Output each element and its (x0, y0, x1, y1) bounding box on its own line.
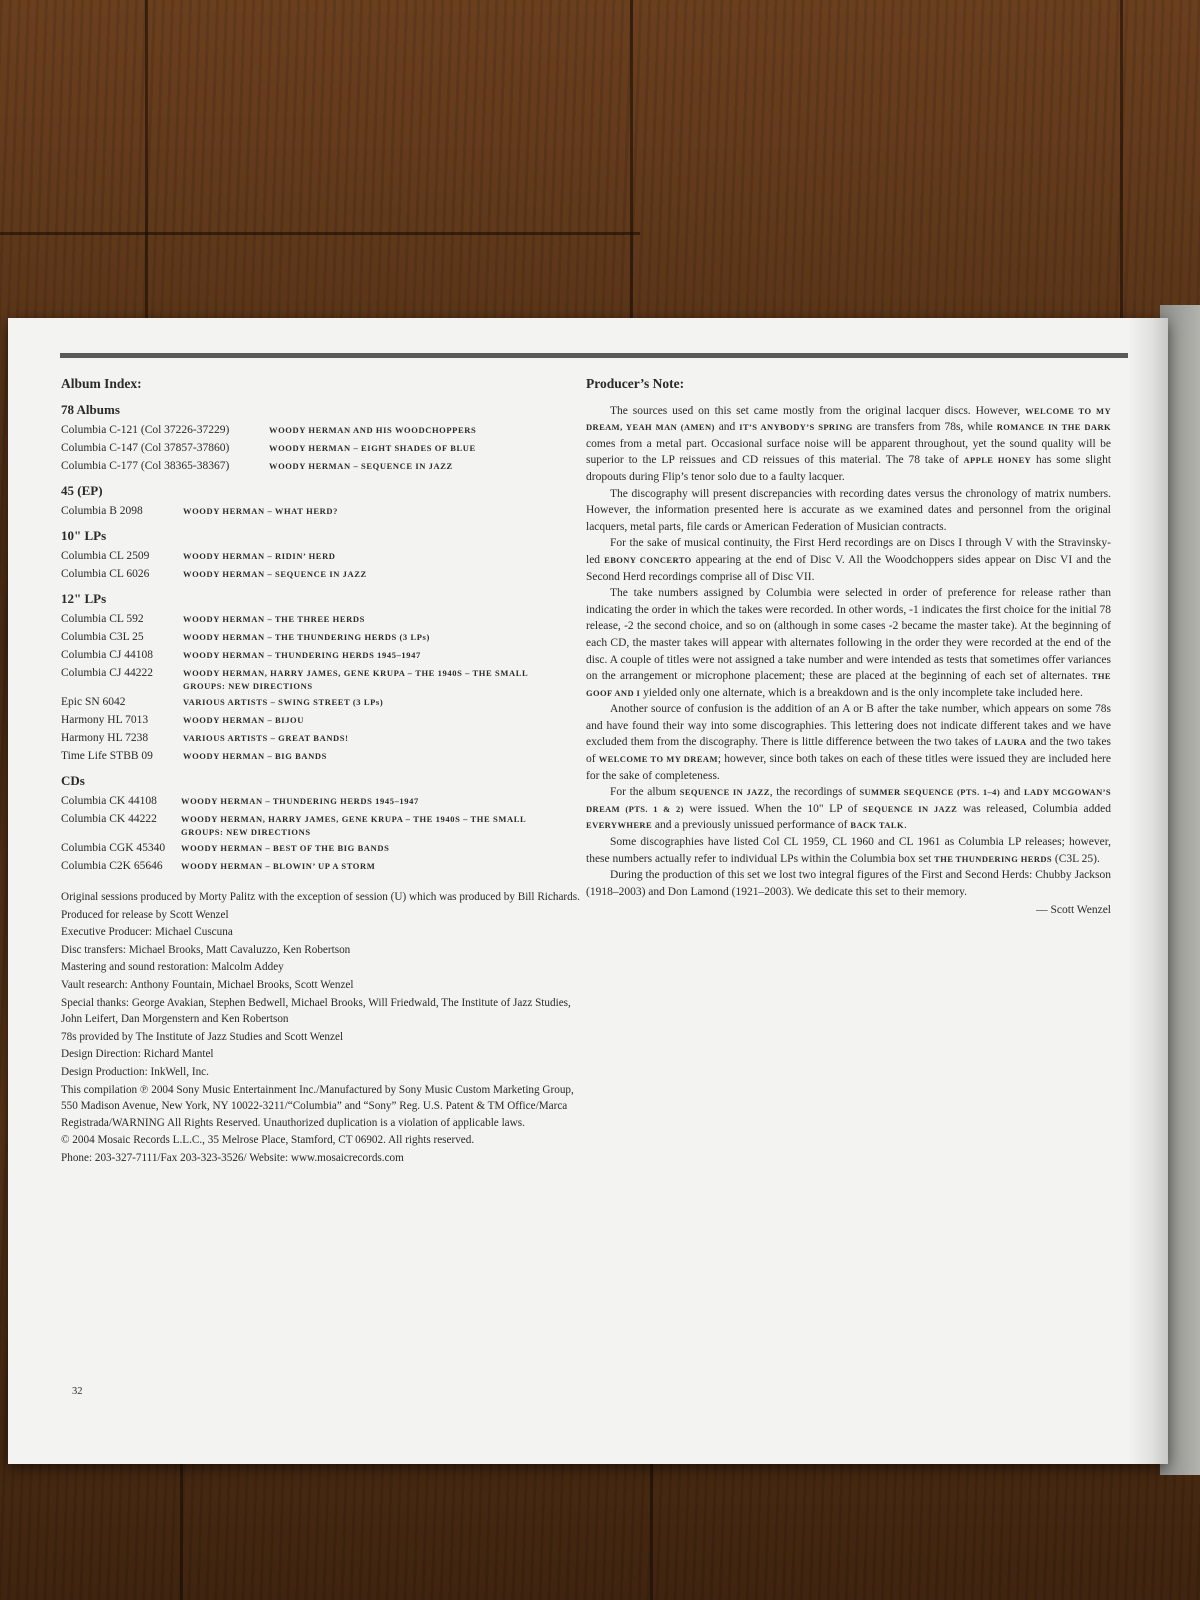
credit-line: Vault research: Anthony Fountain, Michael Brooks, Scott Wenzel (61, 978, 354, 991)
note-paragraph (586, 403, 1111, 486)
catalog-number: Columbia CL 2509 (61, 550, 150, 562)
album-entry (61, 502, 581, 520)
credits-block (61, 889, 581, 1167)
song-title: EVERYWHERE (586, 820, 653, 831)
note-paragraph (586, 486, 1111, 536)
song-title: EBONY CONCERTO (604, 554, 692, 565)
catalog-number: Columbia CL 592 (61, 613, 144, 625)
catalog-number: Columbia CGK 45340 (61, 842, 166, 854)
album-entry (61, 693, 581, 711)
note-text: The discography will present discrepancies with recording dates versus the chronology of matrix numbers. However, the information presented here is accurate as we examined dates and personnel from the original lacquers, metal parts, file cards or American Federation of Musician contracts. (586, 487, 1111, 533)
note-text: are transfers from 78s, while (852, 421, 997, 434)
note-text: was released, Columbia added (957, 802, 1111, 815)
note-text: During the production of this set we lost two integral figures of the First and Second Herds: Chubby Jackson (1918–2003) and Don Lamond (1921–2003). We dedicate this set to their memory. (586, 869, 1111, 898)
album-title: WOODY HERMAN – THE THREE HERDS (183, 614, 365, 624)
album-entry (61, 664, 581, 693)
catalog-number: Columbia C2K 65646 (61, 860, 163, 872)
album-title: WOODY HERMAN – SEQUENCE IN JAZZ (183, 569, 367, 579)
section-title: 78 Albums (61, 402, 120, 417)
album-entry (61, 810, 581, 839)
catalog-number: Columbia CK 44222 (61, 813, 157, 825)
note-paragraph (586, 585, 1111, 701)
note-text: The take numbers assigned by Columbia were selected in order of preference for release rather than indicating the order in which the takes were recorded. In other words, -1 indicates the first choice for the initial 78 release, -2 the second choice, and so on (although in some cases -2 became the master take). At the beginning of each CD, the master takes will appear with alternates following in the order they were recorded at the end of the disc. A couple of titles were not assigned a take number and were intended as tests that sometimes offer variances on the arrangement or microphone placement; these are placed at the beginning of each set of alternates. (586, 587, 1111, 683)
album-entry (61, 646, 581, 664)
catalog-number: Columbia C-121 (Col 37226-37229) (61, 424, 230, 436)
song-title: BACK TALK (850, 820, 904, 831)
album-index-heading: Album Index: (61, 376, 142, 391)
song-title: IT’S ANYBODY’S SPRING (739, 422, 853, 433)
credit-line: Original sessions produced by Morty Palitz with the exception of session (U) which was produced by Bill Richards. (61, 891, 580, 903)
album-title: WOODY HERMAN, HARRY JAMES, GENE KRUPA – THE 1940S – THE SMALL GROUPS: NEW DIRECTIONS (181, 814, 526, 837)
album-index-column (61, 376, 581, 1168)
catalog-number: Columbia C-147 (Col 37857-37860) (61, 442, 230, 454)
page-number: 32 (72, 1386, 83, 1397)
album-title: WOODY HERMAN – EIGHT SHADES OF BLUE (269, 443, 476, 453)
catalog-number: Time Life STBB 09 (61, 750, 153, 762)
album-entry (61, 839, 581, 857)
catalog-number: Columbia CJ 44108 (61, 649, 154, 661)
credit-line: Executive Producer: Michael Cuscuna (61, 926, 233, 939)
song-title: LAURA (994, 737, 1027, 748)
catalog-number: Epic SN 6042 (61, 696, 126, 708)
spine-shadow (1128, 318, 1168, 1464)
song-title: SEQUENCE IN JAZZ (679, 787, 770, 798)
note-text: appearing at the end of Disc V. All the Woodchoppers sides appear on Disc VI and the Second Herd recordings comprise all of Disc VII. (586, 553, 1111, 583)
note-text: Another source of confusion is the addition of an A or B after the take number, which appears on some 78s and have found their way into some discographies. This lettering does not indicate different takes and we have excluded them from the discography. There is little difference between the two takes of (586, 703, 1111, 749)
credit-line: Disc transfers: Michael Brooks, Matt Cavaluzzo, Ken Robertson (61, 943, 351, 956)
copyright-line: © 2004 Mosaic Records L.L.C., 35 Melrose Place, Stamford, CT 06902. All rights reserved. (61, 1134, 475, 1147)
album-title: WOODY HERMAN – BLOWIN’ UP A STORM (181, 861, 376, 871)
booklet-page (8, 318, 1168, 1464)
note-text: For the sake of musical continuity, the First Herd recordings are on Discs I through V with the Stravinsky-led (586, 537, 1111, 566)
note-text: has some slight dropouts during Flip’s tenor solo due to a faulty lacquer. (586, 454, 1112, 483)
catalog-number: Columbia B 2098 (61, 505, 143, 517)
album-title: WOODY HERMAN – THUNDERING HERDS 1945–1947 (183, 650, 421, 660)
album-title: WOODY HERMAN – THUNDERING HERDS 1945–1947 (181, 796, 419, 806)
note-paragraph (586, 784, 1111, 834)
note-paragraph (586, 867, 1111, 900)
section-title: 45 (EP) (61, 483, 103, 498)
section-title: CDs (61, 773, 85, 788)
album-entry (61, 792, 581, 810)
producers-note-column (586, 376, 1111, 919)
section-title: 10" LPs (61, 528, 107, 543)
album-title: WOODY HERMAN – THE THUNDERING HERDS (3 LPs) (183, 632, 430, 642)
song-title: LADY MCGOWAN’S DREAM (PTS. 1 & 2) (586, 787, 1111, 814)
contact-line: Phone: 203-327-7111/Fax 203-323-3526/ Website: www.mosaicrecords.com (61, 1151, 404, 1164)
catalog-number: Columbia CJ 44222 (61, 667, 154, 679)
plank-seam (145, 0, 148, 318)
album-title: WOODY HERMAN – BIG BANDS (183, 751, 327, 761)
album-entry (61, 628, 581, 646)
album-entry (61, 565, 581, 583)
album-title: VARIOUS ARTISTS – SWING STREET (3 LPs) (183, 697, 384, 707)
credit-line: Design Production: InkWell, Inc. (61, 1065, 209, 1078)
song-title: THE THUNDERING HERDS (934, 853, 1053, 864)
catalog-number: Columbia CK 44108 (61, 795, 157, 807)
catalog-number: Columbia C-177 (Col 38365-38367) (61, 460, 230, 472)
album-title: WOODY HERMAN – RIDIN’ HERD (183, 551, 336, 561)
plank-seam (1120, 0, 1123, 318)
album-entry (61, 439, 581, 457)
album-entry (61, 857, 581, 875)
plank-seam (0, 232, 640, 235)
note-text: were issued. When the 10" LP of (683, 802, 864, 815)
album-entry (61, 711, 581, 729)
album-entry (61, 610, 581, 628)
album-entry (61, 421, 581, 439)
album-title: WOODY HERMAN – BEST OF THE BIG BANDS (181, 843, 390, 853)
song-title: ROMANCE IN THE DARK (996, 422, 1111, 433)
credit-line: Mastering and sound restoration: Malcolm Addey (61, 961, 284, 974)
header-rule (60, 353, 1128, 358)
note-text: comes from a metal part. Occasional surface noise will be apparent throughout, yet the sound quality will be superior to the LP reissues and CD reissues of this material. The 78 take of (586, 437, 1111, 467)
song-title: THE GOOF AND I (586, 671, 1111, 698)
song-title: SEQUENCE IN JAZZ (863, 803, 958, 814)
catalog-number: Harmony HL 7013 (61, 714, 149, 726)
album-entry (61, 729, 581, 747)
album-title: WOODY HERMAN – WHAT HERD? (183, 506, 338, 516)
song-title: APPLE HONEY (963, 455, 1032, 466)
song-title: WELCOME TO MY DREAM, YEAH MAN (AMEN) (586, 405, 1111, 433)
signature: — Scott Wenzel (1036, 904, 1111, 917)
album-title: WOODY HERMAN AND HIS WOODCHOPPERS (269, 425, 477, 435)
album-title: WOODY HERMAN – BIJOU (183, 715, 305, 725)
album-entry (61, 747, 581, 765)
note-text: For the album (610, 786, 680, 799)
note-text: The sources used on this set came mostly from the original lacquer discs. However, (610, 404, 1026, 417)
note-text: yielded only one alternate, which is a breakdown and is the only incomplete take included here. (640, 686, 1083, 699)
note-text: and (714, 421, 740, 434)
section-title: 12" LPs (61, 591, 107, 606)
plank-seam (630, 0, 633, 318)
catalog-number: Harmony HL 7238 (61, 732, 149, 744)
note-paragraph (586, 535, 1111, 585)
catalog-number: Columbia C3L 25 (61, 631, 144, 643)
copyright-notice: This compilation ℗ 2004 Sony Music Entertainment Inc./Manufactured by Sony Music Custom Marketing Group, 550 Madison Avenue, New York, NY 10022-3211/“Columbia” and “Sony” Reg. U.S. Patent & TM Office/Marca Registrada/WARNING All Rights Reserved. Unauthorized duplication is a violation of applicable laws. (61, 1083, 574, 1129)
note-paragraph (586, 834, 1111, 867)
plank-seam (650, 1464, 653, 1600)
plank-seam (180, 1464, 183, 1600)
credit-line: Special thanks: George Avakian, Stephen Bedwell, Michael Brooks, Will Friedwald, The Institute of Jazz Studies, John Leifert, Dan Morgenstern and Ken Robertson (61, 996, 571, 1026)
credit-line: Design Direction: Richard Mantel (61, 1048, 214, 1061)
note-text: . (903, 819, 907, 832)
note-text: , the recordings of (769, 786, 860, 799)
producers-note-body (586, 403, 1111, 901)
note-text: and a previously unissued performance of (652, 819, 851, 832)
album-title: WOODY HERMAN – SEQUENCE IN JAZZ (269, 461, 453, 471)
producers-note-heading: Producer’s Note: (586, 376, 685, 391)
song-title: WELCOME TO MY DREAM (598, 754, 718, 765)
credit-line: 78s provided by The Institute of Jazz Studies and Scott Wenzel (61, 1030, 344, 1043)
album-entry (61, 457, 581, 475)
note-text: ; however, since both takes on each of these titles were issued they are included here for the sake of completeness. (586, 753, 1111, 782)
album-entry (61, 547, 581, 565)
album-title: VARIOUS ARTISTS – GREAT BANDS! (183, 733, 349, 743)
note-text: (C3L 25). (1052, 852, 1100, 865)
note-text: Some discographies have listed Col CL 1959, CL 1960 and CL 1961 as Columbia LP releases; however, these numbers actually refer to individual LPs within the Columbia box set (586, 836, 1111, 865)
catalog-number: Columbia CL 6026 (61, 568, 150, 580)
credit-line: Produced for release by Scott Wenzel (61, 908, 229, 921)
song-title: SUMMER SEQUENCE (PTS. 1–4) (859, 787, 1001, 798)
album-title: WOODY HERMAN, HARRY JAMES, GENE KRUPA – THE 1940S – THE SMALL GROUPS: NEW DIRECTIONS (183, 668, 528, 691)
note-text: and (1000, 786, 1024, 799)
note-text: and the two takes of (586, 736, 1111, 766)
note-paragraph (586, 701, 1111, 784)
